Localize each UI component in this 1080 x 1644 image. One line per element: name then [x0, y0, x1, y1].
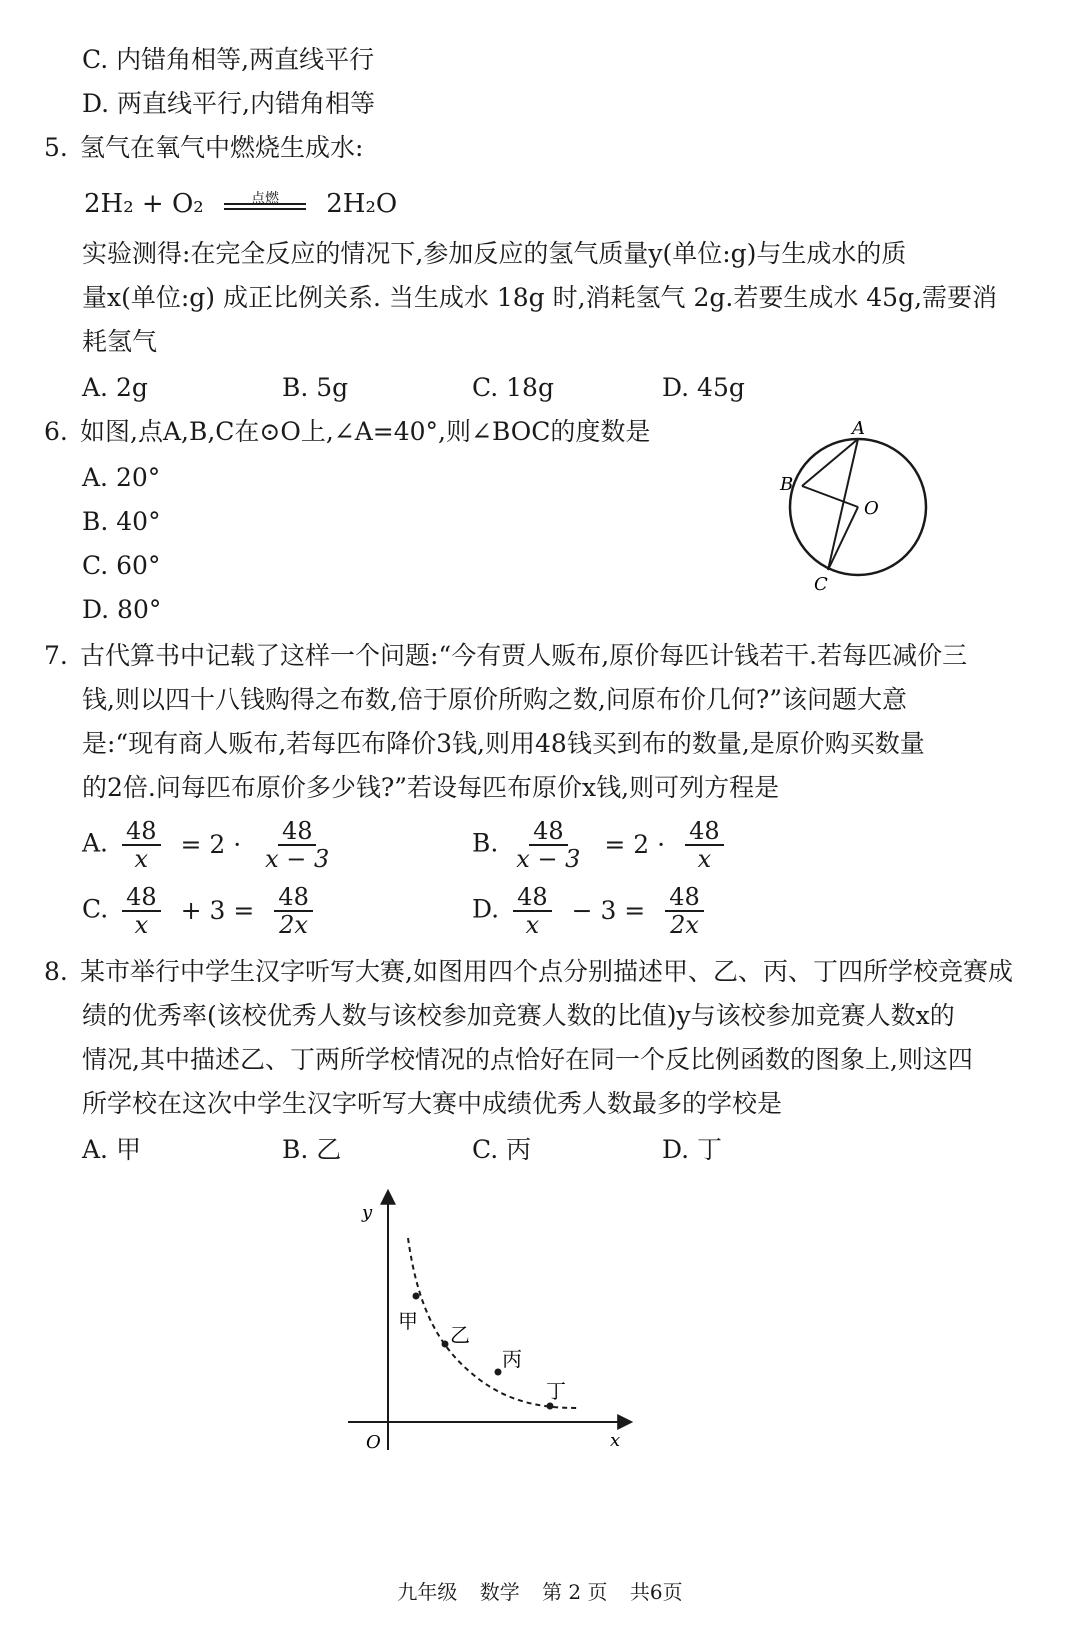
q8-option-c: C. 丙	[472, 1135, 532, 1164]
fraction: $\frac{48}{x}$	[122, 884, 161, 938]
segment-bo	[802, 486, 858, 507]
footer-page: 第 2 页	[542, 1580, 608, 1604]
option-label: A.	[82, 828, 109, 858]
equation-arrow	[220, 189, 310, 221]
q6-number: 6.	[44, 417, 68, 446]
q8-line-3: 情况,其中描述乙、丁两所学校情况的点恰好在同一个反比例函数的图象上,则这四	[82, 1045, 973, 1074]
point-yi	[442, 1341, 449, 1348]
q7-line-1	[44, 640, 967, 672]
label-yi: 乙	[450, 1323, 470, 1347]
q7-number: 7.	[44, 641, 68, 670]
operator: = 2 ·	[604, 830, 666, 859]
origin-label: O	[366, 1432, 381, 1453]
q8-inverse-function-graph	[340, 1180, 640, 1470]
option-label: C.	[82, 894, 109, 924]
q5-option-c: C. 18g	[472, 373, 554, 402]
footer-subject: 数学	[479, 1580, 520, 1604]
q5-option-d: D. 45g	[662, 373, 745, 402]
operator: = 2 ·	[180, 830, 242, 859]
equation-left: 2H₂ + O₂	[84, 189, 204, 219]
q6-stem-text: 如图,点A,B,C在⊙O上,∠A=40°,则∠BOC的度数是	[80, 417, 651, 446]
q5-line-3: 耗氢气	[82, 327, 158, 356]
q8-option-b: B. 乙	[282, 1135, 342, 1164]
q5-number: 5.	[44, 133, 68, 162]
q5-stem	[44, 132, 363, 164]
q8-line-1-text: 某市举行中学生汉字听写大赛,如图用四个点分别描述甲、乙、丙、丁四所学校竞赛成	[80, 957, 1013, 986]
page-footer	[0, 1576, 1080, 1605]
label-a: A	[852, 418, 865, 439]
q8-number: 8.	[44, 957, 68, 986]
fraction: $\frac{48}{2x}$	[665, 884, 704, 938]
q7-option-b	[472, 818, 730, 872]
q8-line-4: 所学校在这次中学生汉字听写大赛中成绩优秀人数最多的学校是	[82, 1089, 783, 1118]
operator: − 3 =	[571, 896, 646, 925]
q5-option-b: B. 5g	[282, 373, 349, 402]
label-ding: 丁	[546, 1379, 566, 1403]
q6-option-d: D. 80°	[82, 595, 162, 624]
q8-line-2: 绩的优秀率(该校优秀人数与该校参加竞赛人数的比值)y与该校参加竞赛人数x的	[82, 1001, 955, 1030]
fraction: $\frac{48}{x}$	[685, 818, 724, 872]
footer-total: 共6页	[629, 1580, 683, 1604]
q5-chemical-equation	[84, 188, 397, 221]
q7-line-1-text: 古代算书中记载了这样一个问题:“今有贾人贩布,原价每匹计钱若干.若每匹减价三	[80, 641, 968, 670]
q7-line-2: 钱,则以四十八钱购得之布数,倍于原价所购之数,问原布价几何?”该问题大意	[82, 685, 908, 714]
fraction: $\frac{48}{x - 3}$	[265, 817, 330, 873]
q6-option-b: B. 40°	[82, 507, 161, 536]
q5-option-a: A. 2g	[82, 373, 148, 402]
option-label: B.	[472, 828, 499, 858]
fraction: $\frac{48}{x - 3}$	[516, 817, 581, 873]
q4-option-c: C. 内错角相等,两直线平行	[82, 45, 375, 74]
label-c: C	[814, 574, 828, 595]
point-bing	[495, 1369, 502, 1376]
q7-option-d	[472, 884, 710, 938]
fraction: $\frac{48}{x}$	[122, 818, 161, 872]
label-bing: 丙	[502, 1347, 522, 1371]
q5-stem-text: 氢气在氧气中燃烧生成水:	[80, 133, 364, 162]
q8-line-1	[44, 956, 1013, 988]
q6-option-c: C. 60°	[82, 551, 161, 580]
q8-option-a: A. 甲	[82, 1135, 141, 1164]
footer-grade: 九年级	[397, 1580, 458, 1604]
equation-right: 2H₂O	[326, 189, 398, 219]
operator: + 3 =	[180, 896, 255, 925]
fraction: $\frac{48}{2x}$	[274, 884, 313, 938]
q7-option-a	[82, 818, 339, 872]
label-o: O	[864, 498, 879, 519]
q7-line-3: 是:“现有商人贩布,若每匹布降价3钱,则用48钱买到布的数量,是原价购买数量	[82, 729, 925, 758]
q7-line-4: 的2倍.问每匹布原价多少钱?”若设每匹布原价x钱,则可列方程是	[82, 773, 780, 802]
point-jia	[413, 1293, 420, 1300]
q6-stem	[44, 416, 650, 448]
q4-option-d: D. 两直线平行,内错角相等	[82, 89, 375, 118]
label-b: B	[780, 474, 794, 495]
q6-option-a: A. 20°	[82, 463, 161, 492]
q5-line-2: 量x(单位:g) 成正比例关系. 当生成水 18g 时,消耗氢气 2g.若要生成水 45g,需要消	[82, 283, 998, 312]
point-ding	[547, 1403, 554, 1410]
x-axis-label: x	[610, 1430, 621, 1451]
option-label: D.	[472, 894, 500, 924]
q5-line-1: 实验测得:在完全反应的情况下,参加反应的氢气质量y(单位:g)与生成水的质	[82, 239, 907, 268]
y-axis-label: y	[362, 1202, 373, 1223]
q7-option-c	[82, 884, 319, 938]
q8-option-d: D. 丁	[662, 1135, 723, 1164]
equation-condition: 点燃	[250, 191, 279, 207]
label-jia: 甲	[398, 1309, 418, 1333]
q6-circle-figure	[770, 410, 950, 595]
segment-co	[828, 507, 858, 570]
fraction: $\frac{48}{x}$	[513, 884, 552, 938]
